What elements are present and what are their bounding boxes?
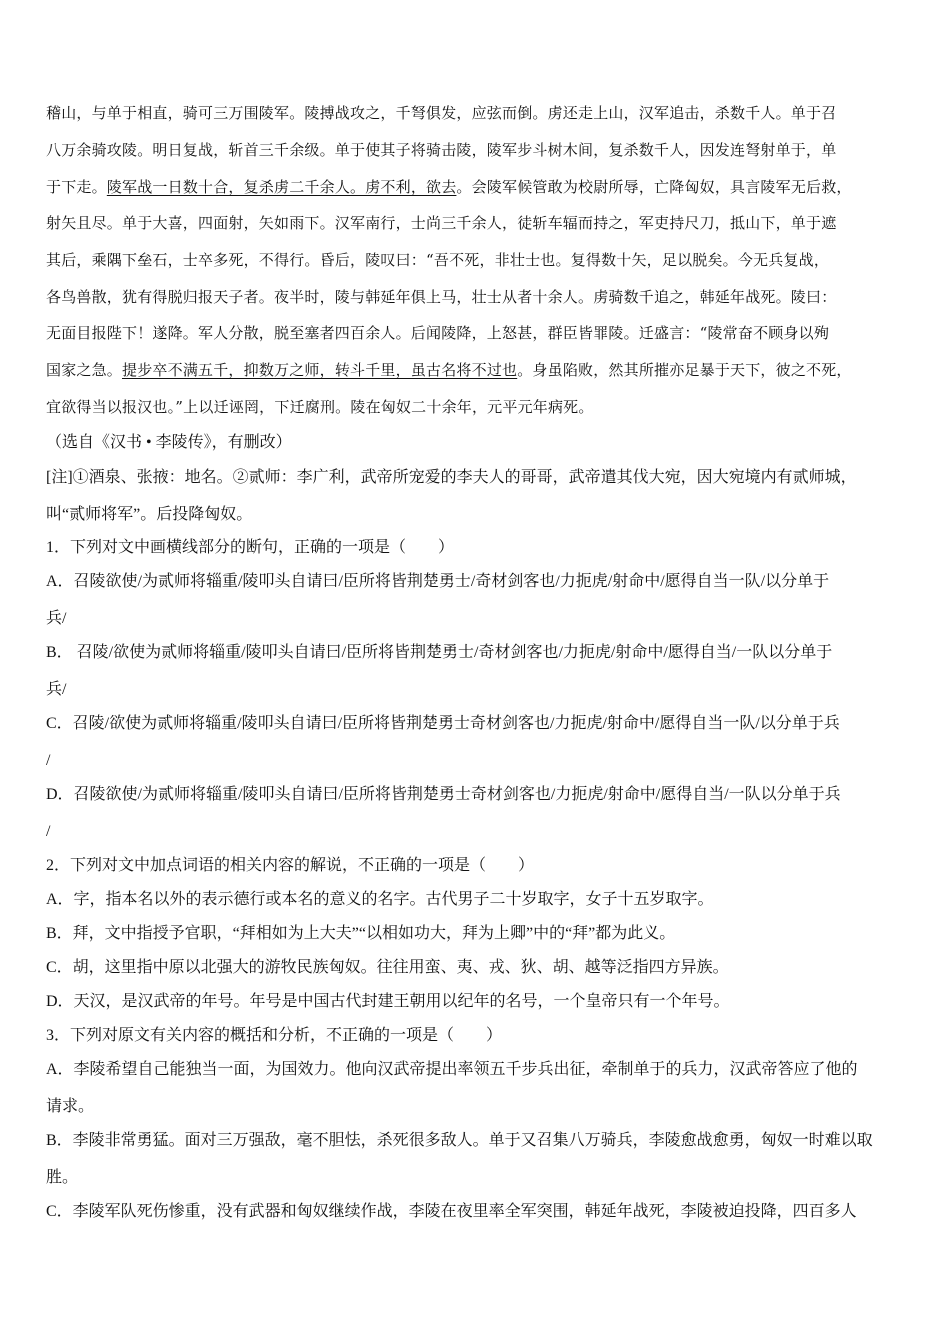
- question-3-option-a[interactable]: A．李陵希望自己能独当一面，为国效力。他向汉武帝提出率领五千步兵出征，牵制单于的兵力，汉武帝答应了他的: [46, 1061, 858, 1078]
- passage-line: [46, 103, 908, 123]
- question-3-option-a-cont: 请求。: [46, 1098, 95, 1115]
- source-citation: （选自《汉书 • 李陵传》，有删改）: [46, 434, 292, 451]
- question-3-stem: 3．下列对原文有关内容的概括和分析，不正确的一项是（ ）: [46, 1027, 503, 1044]
- passage-line: [46, 213, 908, 233]
- question-1-option-d-cont: /: [46, 823, 51, 840]
- question-1-option-c-cont: /: [46, 752, 51, 769]
- passage-line: [46, 140, 908, 160]
- question-1-option-d[interactable]: D．召陵欲使/为贰师将辎重/陵叩头自请曰/臣所将皆荆楚勇士奇材剑客也/力扼虎/射命中/愿得自当/一队以分单于兵: [46, 786, 841, 803]
- passage-text: 稽山，与单于相直，骑可三万围陵军。陵搏战攻之，千弩俱发，应弦而倒。虏还走上山，汉军追击，杀数千人。单于召: [46, 104, 837, 122]
- passage-line: [46, 287, 908, 307]
- passage-line: [46, 397, 908, 417]
- annotation-line-1: [注]①酒泉、张掖：地名。②贰师：李广利，武帝所宠爱的李夫人的哥哥，武帝遣其伐大宛，因大宛境内有贰师城，: [46, 469, 857, 486]
- question-2-option-b[interactable]: B．拜，文中指授予官职，“拜相如为上大夫”“以相如功大，拜为上卿”中的“拜”都为此义。: [46, 925, 676, 942]
- passage-text: 。身虽陷败，然其所摧亦足暴于天下，彼之不死，: [517, 361, 852, 379]
- passage-text: 各鸟兽散，犹有得脱归报天子者。夜半时，陵与韩延年俱上马，壮士从者十余人。虏骑数千追之，韩延年战死。陵曰：: [46, 288, 837, 306]
- annotation-line-2: 叫“贰师将军”。后投降匈奴。: [46, 506, 253, 523]
- passage-text: 宜欲得当以报汉也。”上以迁诬罔，下迁腐刑。陵在匈奴二十余年，元平元年病死。: [46, 398, 594, 416]
- passage-text: 无面目报陛下！遂降。军人分散，脱至塞者四百余人。后闻陵降，上怒甚，群臣皆罪陵。迁盛言：“陵常奋不顾身以殉: [46, 324, 830, 342]
- passage-text: 射矢且尽。单于大喜，四面射，矢如雨下。汉军南行，士尚三千余人，徒斩车辐而持之，军吏持尺刀，抵山下，单于遮: [46, 214, 837, 232]
- question-1-option-b-cont: 兵/: [46, 681, 67, 698]
- question-3-option-c[interactable]: C．李陵军队死伤惨重，没有武器和匈奴继续作战，李陵在夜里率全军突围，韩延年战死，李陵被迫投降，四百多人: [46, 1203, 857, 1220]
- passage-line: [46, 177, 908, 197]
- question-2-option-a[interactable]: A．字，指本名以外的表示德行或本名的意义的名字。古代男子二十岁取字，女子十五岁取字。: [46, 891, 714, 908]
- passage-line: [46, 360, 908, 380]
- underlined-phrase: 陵军战一日数十合，复杀虏二千余人。虏不利，欲去: [106, 178, 457, 196]
- passage-line: [46, 323, 908, 343]
- question-1-option-a[interactable]: A．召陵欲使/为贰师将辎重/陵叩头自请曰/臣所将皆荆楚勇士/奇材剑客也/力扼虎/射命中/愿得自当一队/以分单于: [46, 573, 830, 590]
- question-3-option-b-cont: 胜。: [46, 1169, 79, 1186]
- underlined-phrase: 提步卒不满五千，抑数万之师，转斗千里，虽古名将不过也: [122, 361, 518, 379]
- question-2-option-d[interactable]: D．天汉，是汉武帝的年号。年号是中国古代封建王朝用以纪年的名号，一个皇帝只有一个年号。: [46, 993, 730, 1010]
- passage-line: [46, 250, 908, 270]
- passage-text: 八万余骑攻陵。明日复战，斩首三千余级。单于使其子将骑击陵，陵军步斗树木间，复杀数千人，因发连弩射单于，单: [46, 141, 837, 159]
- passage-text: 其后，乘隅下垒石，士卒多死，不得行。昏后，陵叹曰：“吾不死，非壮士也。复得数十矢，足以脱矣。今无兵复战，: [46, 251, 830, 269]
- question-2-option-c[interactable]: C．胡，这里指中原以北强大的游牧民族匈奴。往往用蛮、夷、戎、狄、胡、越等泛指四方异族。: [46, 959, 729, 976]
- question-1-option-c[interactable]: C．召陵/欲使为贰师将辎重/陵叩头自请曰/臣所将皆荆楚勇士奇材剑客也/力扼虎/射命中/愿得自当一队/以分单于兵: [46, 715, 840, 732]
- question-3-option-b[interactable]: B．李陵非常勇猛。面对三万强敌，毫不胆怯，杀死很多敌人。单于又召集八万骑兵，李陵愈战愈勇，匈奴一时难以取: [46, 1132, 873, 1149]
- question-1-option-a-cont: 兵/: [46, 610, 67, 627]
- passage-text: 。会陵军候管敢为校尉所辱，亡降匈奴，具言陵军无后救，: [456, 178, 852, 196]
- question-1-option-b[interactable]: B． 召陵/欲使为贰师将辎重/陵叩头自请曰/臣所将皆荆楚勇士/奇材剑客也/力扼虎/射命中/愿得自当/一队以分单于: [46, 644, 833, 661]
- question-2-stem: 2．下列对文中加点词语的相关内容的解说，不正确的一项是（ ）: [46, 857, 535, 874]
- question-1-stem: 1．下列对文中画横线部分的断句，正确的一项是（ ）: [46, 539, 455, 556]
- passage-text: 国家之急。: [46, 361, 123, 379]
- passage-text: 于下走。: [46, 178, 107, 196]
